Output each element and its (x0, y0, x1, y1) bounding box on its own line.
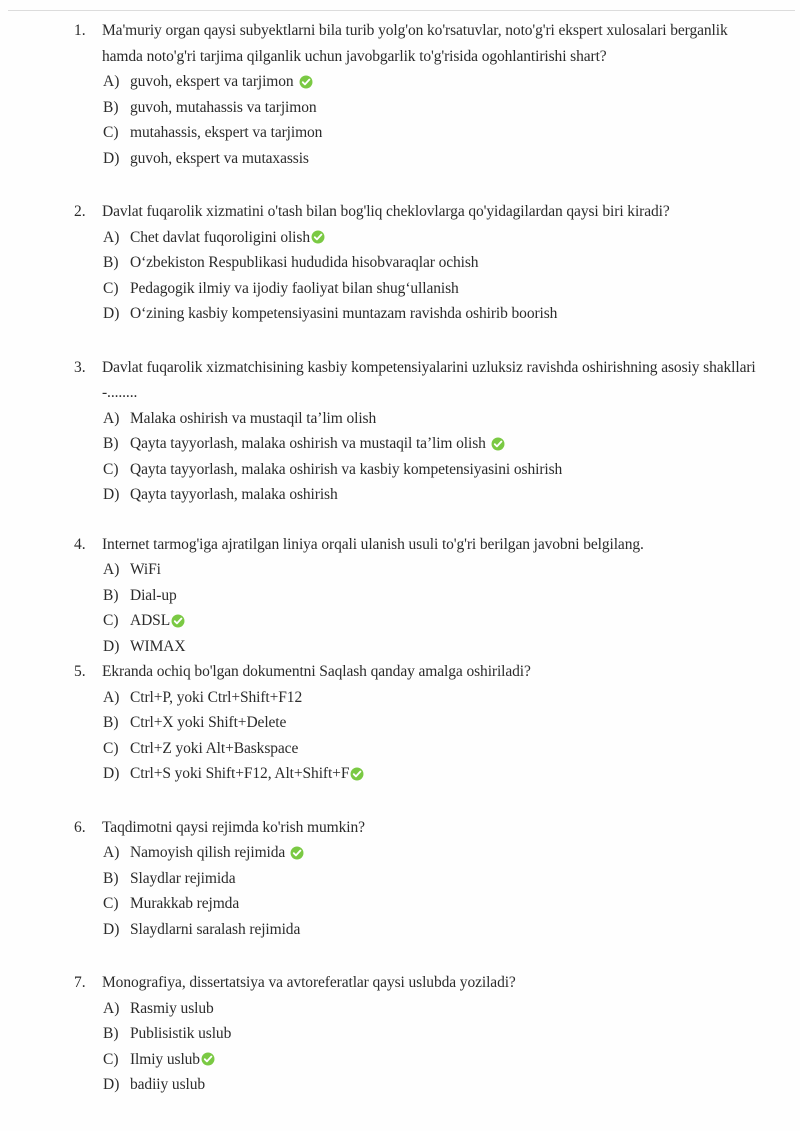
question-text: Davlat fuqarolik xizmatini o'tash bilan bog'liq cheklovlarga qo'yidagilardan qaysi biri kiradi? (102, 203, 670, 220)
option-text: Namoyish qilish rejimida (130, 844, 286, 861)
answer-option[interactable] (0, 557, 800, 583)
option-text: Pedagogik ilmiy va ijodiy faoliyat bilan shugʻullanish (130, 279, 459, 297)
correct-answer-check-circle-icon (171, 608, 185, 634)
question-block (0, 970, 800, 1098)
correct-answer-check-circle-icon (350, 761, 364, 787)
question-list (0, 18, 800, 1098)
option-text: badiiy uslub (130, 1076, 206, 1093)
correct-answer-check-circle-icon (290, 840, 304, 866)
option-letter: B) (103, 435, 119, 452)
question-block (0, 199, 800, 327)
option-letter: A) (103, 409, 120, 427)
option-letter: B) (103, 714, 119, 731)
question-text: Monografiya, dissertatsiya va avtoreferatlar qaysi uslubda yoziladi? (102, 974, 516, 991)
answer-option[interactable] (0, 431, 800, 457)
answer-option[interactable] (0, 736, 800, 762)
question-number: 5. (74, 663, 86, 680)
question-row (0, 355, 800, 406)
answer-option[interactable] (0, 840, 800, 866)
answer-option[interactable] (0, 608, 800, 634)
answer-option[interactable] (0, 685, 800, 711)
answer-option[interactable] (0, 891, 800, 917)
option-letter: D) (103, 149, 120, 167)
option-letter: C) (103, 279, 119, 297)
option-text: Oʻzining kasbiy kompetensiyasini muntazam ravishda oshirib boorish (130, 305, 558, 322)
option-letter: A) (103, 228, 120, 246)
correct-answer-check-circle-icon (299, 69, 313, 95)
option-text: Ctrl+X yoki Shift+Delete (130, 714, 287, 731)
answer-option[interactable] (0, 95, 800, 121)
option-letter: D) (103, 305, 120, 322)
option-letter: C) (103, 460, 119, 478)
option-letter: A) (103, 999, 120, 1017)
option-text: guvoh, ekspert va mutaxassis (130, 149, 309, 167)
option-text: Ilmiy uslub (130, 1050, 200, 1068)
question-text: Ekranda ochiq bo'lgan dokumentni Saqlash qanday amalga oshiriladi? (102, 663, 531, 680)
question-number: 2. (74, 203, 86, 220)
question-row (0, 18, 800, 69)
answer-option-list (0, 557, 800, 659)
question-spacer (0, 787, 800, 815)
option-letter: A) (103, 844, 120, 861)
answer-option[interactable] (0, 225, 800, 251)
option-letter: B) (103, 586, 119, 604)
option-letter: D) (103, 1076, 120, 1093)
question-row (0, 815, 800, 841)
answer-option[interactable] (0, 761, 800, 787)
question-block (0, 355, 800, 508)
answer-option[interactable] (0, 120, 800, 146)
option-text: Ctrl+Z yoki Alt+Baskspace (130, 739, 299, 757)
option-text: Slaydlar rejimida (130, 869, 236, 887)
option-text: Ctrl+S yoki Shift+F12, Alt+Shift+F (130, 765, 350, 782)
question-spacer (0, 508, 800, 532)
option-text: Publisistik uslub (130, 1025, 232, 1042)
option-text: Rasmiy uslub (130, 999, 214, 1017)
option-text: guvoh, ekspert va tarjimon (130, 73, 294, 90)
option-letter: A) (103, 561, 120, 578)
question-block (0, 815, 800, 943)
question-text: Internet tarmog'iga ajratilgan liniya orqali ulanish usuli to'g'ri berilgan javobni belgilang. (102, 535, 644, 553)
option-letter: C) (103, 1050, 119, 1068)
answer-option[interactable] (0, 583, 800, 609)
answer-option[interactable] (0, 917, 800, 943)
answer-option[interactable] (0, 250, 800, 276)
correct-answer-check-circle-icon (491, 431, 505, 457)
answer-option-list (0, 69, 800, 171)
option-text: Qayta tayyorlash, malaka oshirish (130, 486, 338, 503)
correct-answer-check-circle-icon (311, 225, 325, 251)
option-text: Dial-up (130, 586, 177, 604)
option-letter: A) (103, 73, 120, 90)
answer-option-list (0, 225, 800, 327)
question-number: 1. (74, 22, 86, 39)
question-spacer (0, 171, 800, 199)
option-text: Qayta tayyorlash, malaka oshirish va mustaqil ta’lim olish (130, 435, 486, 452)
option-letter: D) (103, 486, 120, 503)
answer-option[interactable] (0, 710, 800, 736)
question-number: 7. (74, 974, 86, 991)
question-number: 3. (74, 358, 86, 376)
option-letter: C) (103, 612, 119, 629)
option-text: Ctrl+P, yoki Ctrl+Shift+F12 (130, 688, 303, 706)
option-letter: D) (103, 920, 120, 938)
answer-option[interactable] (0, 146, 800, 172)
question-text: Ma'muriy organ qaysi subyektlarni bila turib yolg'on ko'rsatuvlar, noto'g'ri ekspert xulosalari berganlik hamda noto'g'ri tarjima qilganlik uchun javobgarlik to'g'risida ogohlantirishi shart? (102, 22, 728, 65)
option-letter: B) (103, 869, 119, 887)
answer-option[interactable] (0, 457, 800, 483)
question-text: Davlat fuqarolik xizmatchisining kasbiy kompetensiyalarini uzluksiz ravishda oshirishning asosiy shakllari -........ (102, 358, 756, 401)
question-block (0, 18, 800, 171)
question-spacer (0, 327, 800, 355)
answer-option[interactable] (0, 406, 800, 432)
option-text: Slaydlarni saralash rejimida (130, 920, 301, 938)
answer-option-list (0, 996, 800, 1098)
question-text: Taqdimotni qaysi rejimda ko'rish mumkin? (102, 818, 365, 836)
option-letter: B) (103, 254, 119, 271)
option-text: Malaka oshirish va mustaqil ta’lim olish (130, 409, 377, 427)
option-letter: A) (103, 688, 120, 706)
question-spacer (0, 942, 800, 970)
question-row (0, 199, 800, 225)
option-letter: B) (103, 1025, 119, 1042)
option-text: ADSL (130, 612, 171, 629)
answer-option[interactable] (0, 1072, 800, 1098)
option-text: Qayta tayyorlash, malaka oshirish va kasbiy kompetensiyasini oshirish (130, 460, 563, 478)
option-text: Murakkab rejmda (130, 895, 240, 912)
option-letter: B) (103, 98, 119, 116)
top-divider (8, 10, 795, 11)
answer-option[interactable] (0, 1021, 800, 1047)
option-text: Chet davlat fuqoroligini olish (130, 228, 310, 246)
question-number: 6. (74, 818, 86, 836)
option-letter: C) (103, 895, 119, 912)
answer-option-list (0, 840, 800, 942)
answer-option[interactable] (0, 69, 800, 95)
option-text: Oʻzbekiston Respublikasi hududida hisobvaraqlar ochish (130, 254, 479, 271)
question-row (0, 659, 800, 685)
question-block (0, 659, 800, 787)
question-row (0, 532, 800, 558)
option-letter: D) (103, 637, 120, 655)
option-text: WIMAX (130, 637, 186, 655)
option-text: guvoh, mutahassis va tarjimon (130, 98, 317, 116)
question-number: 4. (74, 535, 86, 553)
option-text: WiFi (130, 561, 161, 578)
option-letter: D) (103, 765, 120, 782)
answer-option[interactable] (0, 866, 800, 892)
question-block (0, 532, 800, 660)
answer-option[interactable] (0, 634, 800, 660)
question-row (0, 970, 800, 996)
answer-option-list (0, 685, 800, 787)
option-letter: C) (103, 124, 119, 141)
correct-answer-check-circle-icon (201, 1047, 215, 1073)
answer-option[interactable] (0, 996, 800, 1022)
option-letter: C) (103, 739, 119, 757)
answer-option[interactable] (0, 301, 800, 327)
answer-option[interactable] (0, 1047, 800, 1073)
answer-option-list (0, 406, 800, 508)
option-text: mutahassis, ekspert va tarjimon (130, 124, 323, 141)
answer-option[interactable] (0, 276, 800, 302)
answer-option[interactable] (0, 482, 800, 508)
